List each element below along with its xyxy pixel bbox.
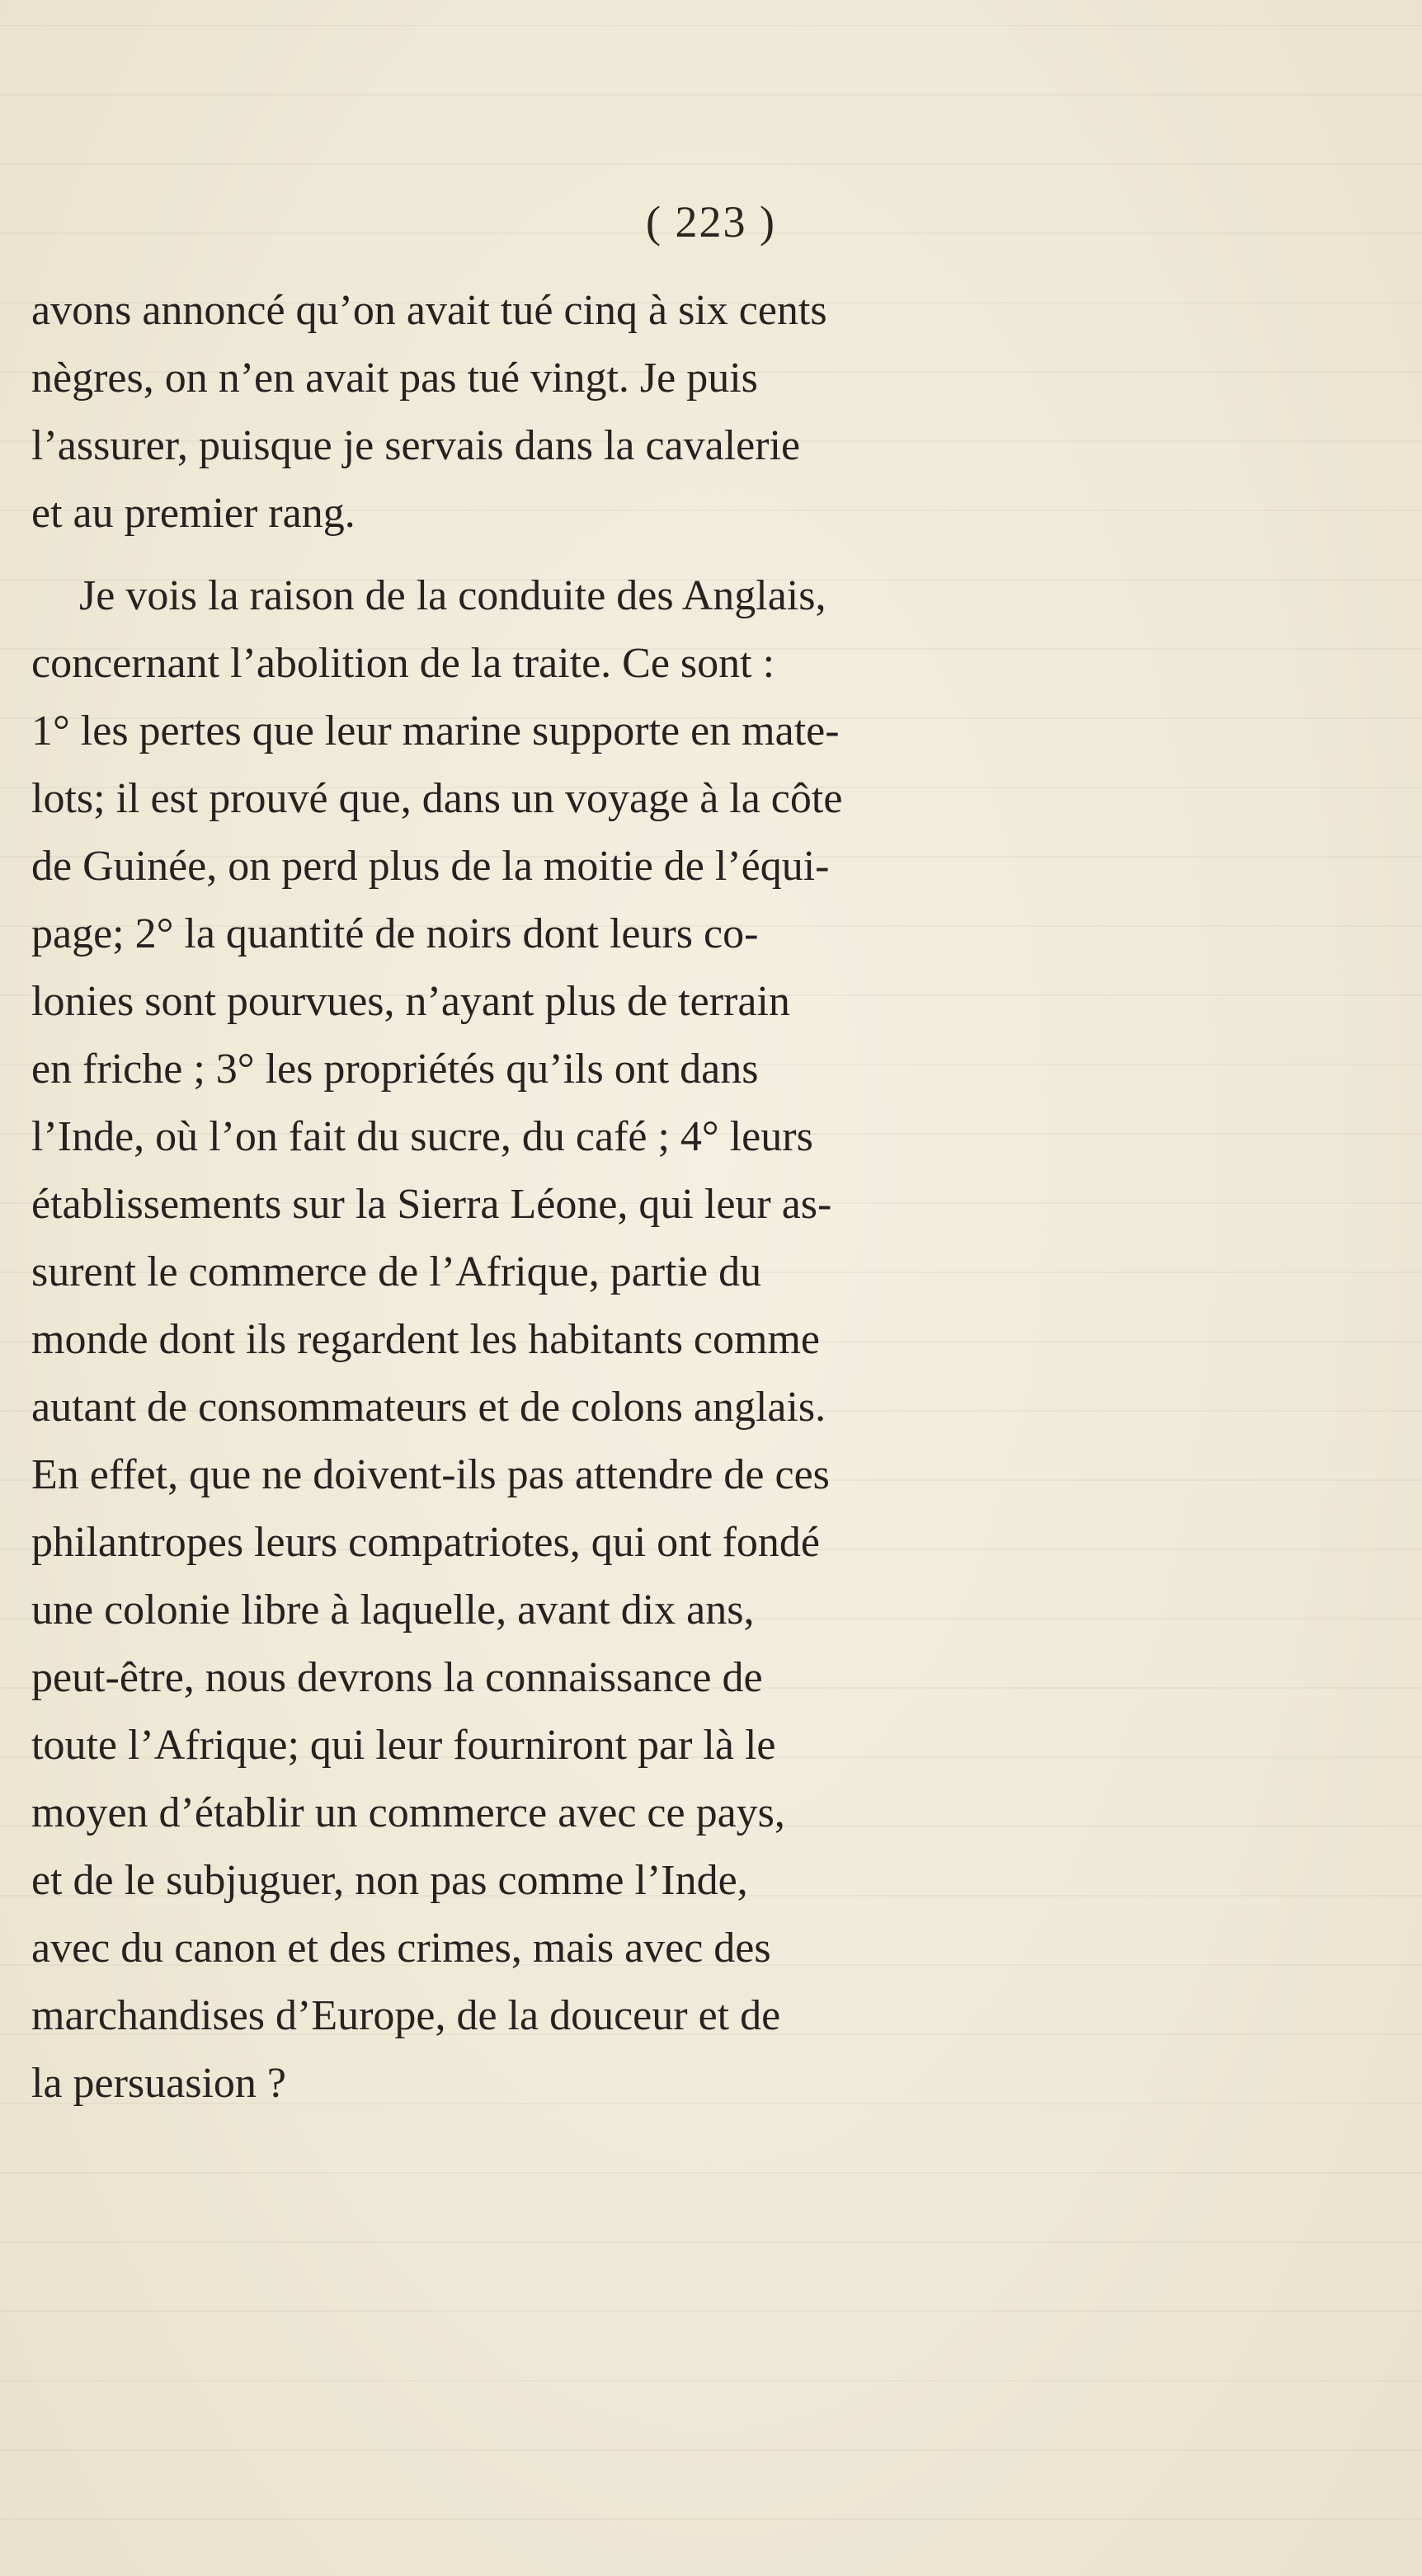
- text-line: lots; il est prouvé que, dans un voyage à la côte: [31, 775, 843, 822]
- text-line: monde dont ils regardent les habitants comme: [31, 1316, 820, 1363]
- text-line: avons annoncé qu’on avait tué cinq à six cents: [31, 287, 827, 334]
- text-line: et de le subjuguer, non pas comme l’Inde,: [31, 1857, 748, 1904]
- text-line: surent le commerce de l’Afrique, partie du: [31, 1248, 762, 1295]
- text-line: page; 2° la quantité de noirs dont leurs co-: [31, 910, 759, 957]
- body-text: [31, 277, 1104, 2118]
- text-line: En effet, que ne doivent-ils pas attendre de ces: [31, 1451, 830, 1498]
- text-line: et au premier rang.: [31, 490, 356, 537]
- text-line: en friche ; 3° les propriétés qu’ils ont dans: [31, 1046, 759, 1093]
- text-line: toute l’Afrique; qui leur fourniront par là le: [31, 1722, 776, 1769]
- text-line: autant de consommateurs et de colons anglais.: [31, 1384, 826, 1431]
- text-line: marchandises d’Europe, de la douceur et de: [31, 1992, 781, 2039]
- paragraph-2: [31, 562, 1104, 2118]
- text-line: avec du canon et des crimes, mais avec des: [31, 1925, 771, 1972]
- paragraph-gap: [31, 548, 1104, 562]
- text-line: nègres, on n’en avait pas tué vingt. Je puis: [31, 355, 758, 402]
- text-line: concernant l’abolition de la traite. Ce sont :: [31, 640, 775, 687]
- text-line: peut-être, nous devrons la connaissance de: [31, 1654, 763, 1701]
- page-number: ( 223 ): [646, 197, 776, 247]
- text-line: établissements sur la Sierra Léone, qui leur as-: [31, 1181, 832, 1228]
- text-line: l’assurer, puisque je servais dans la cavalerie: [31, 422, 801, 469]
- text-line: une colonie libre à laquelle, avant dix ans,: [31, 1586, 755, 1634]
- text-line: moyen d’établir un commerce avec ce pays,: [31, 1789, 785, 1836]
- text-line: Je vois la raison de la conduite des Anglais,: [79, 572, 826, 619]
- text-line: 1° les pertes que leur marine supporte en mate-: [31, 707, 840, 754]
- text-line: l’Inde, où l’on fait du sucre, du café ; 4° leurs: [31, 1113, 813, 1160]
- paragraph-1: [31, 277, 1104, 548]
- text-line: lonies sont pourvues, n’ayant plus de terrain: [31, 978, 790, 1025]
- text-line: philantropes leurs compatriotes, qui ont fondé: [31, 1519, 821, 1566]
- text-line: la persuasion ?: [31, 2060, 287, 2107]
- text-line: de Guinée, on perd plus de la moitie de l’équi-: [31, 843, 830, 890]
